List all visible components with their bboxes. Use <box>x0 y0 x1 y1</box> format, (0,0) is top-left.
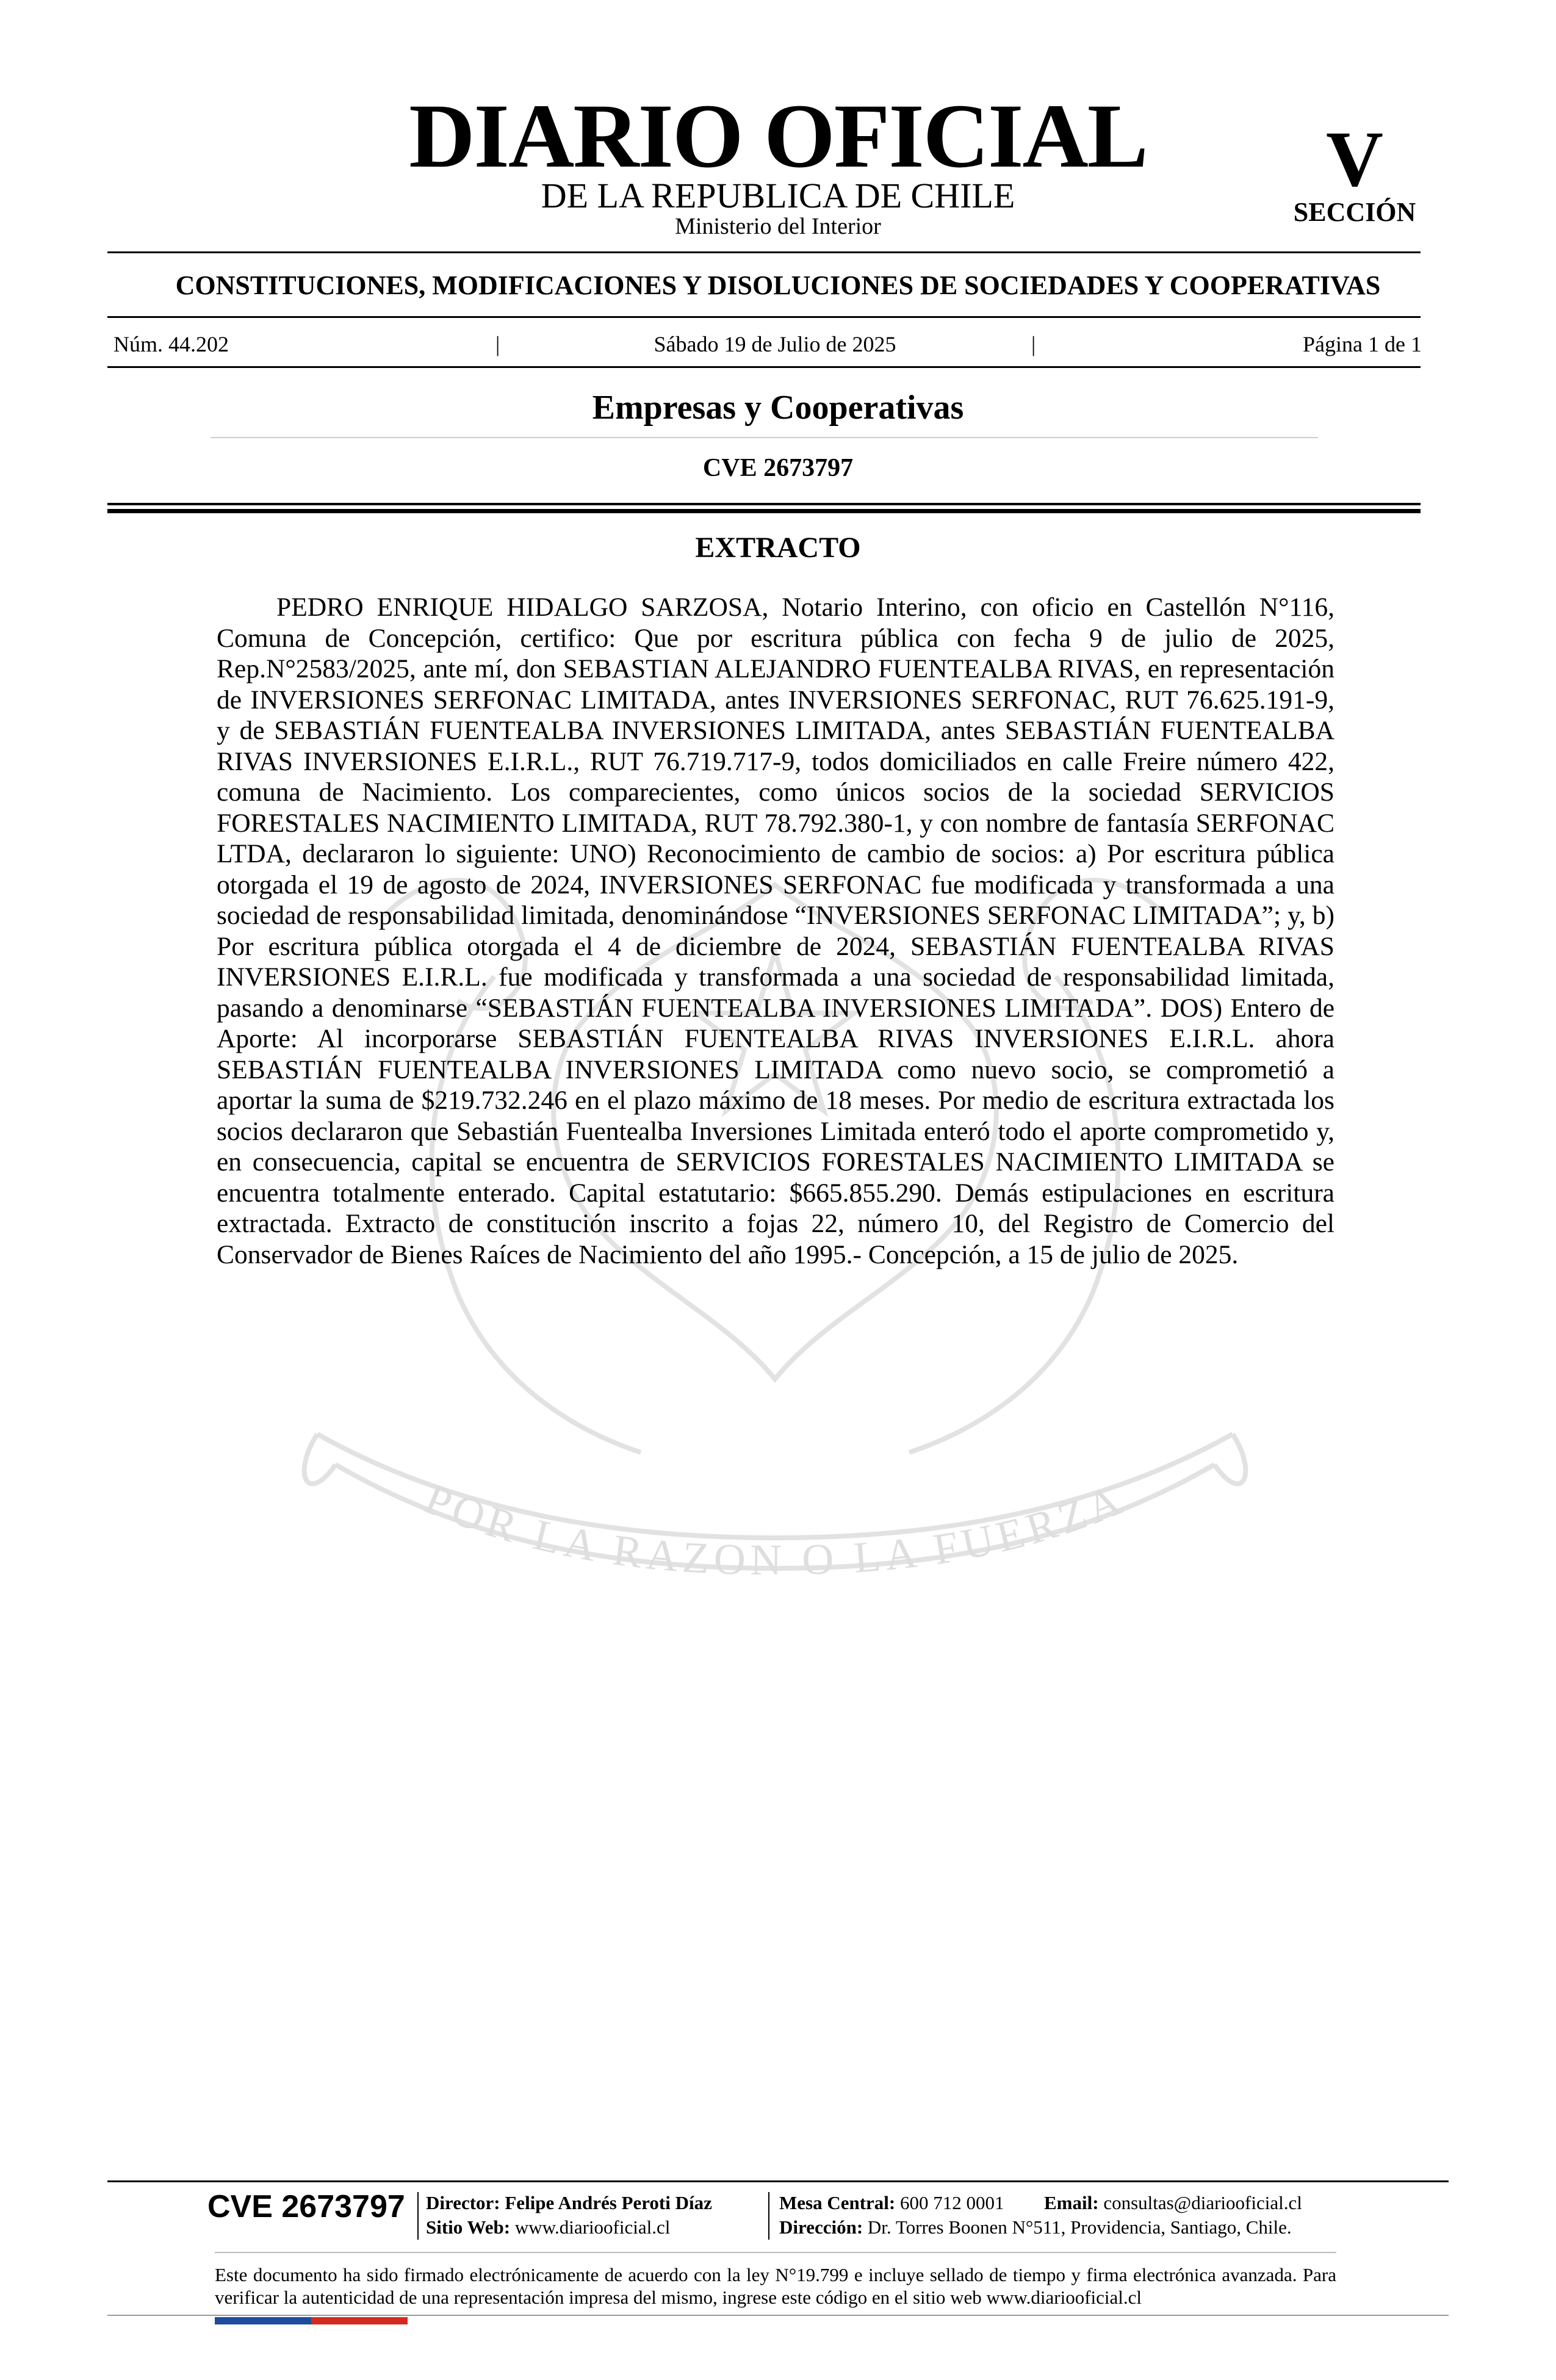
footer-bottom-rule <box>107 2315 1449 2316</box>
category-underline <box>211 437 1318 438</box>
footer-rule <box>107 2180 1449 2182</box>
masthead-title: DIARIO OFICIAL <box>409 85 1147 187</box>
section-heading: CONSTITUCIONES, MODIFICACIONES Y DISOLUCIONES DE SOCIEDADES Y COOPERATIVAS <box>175 270 1381 300</box>
masthead-rule <box>107 251 1421 253</box>
extract-title: EXTRACTO <box>695 532 861 564</box>
section-label: SECCIÓN <box>1293 197 1416 227</box>
phone-label: Mesa Central: <box>779 2192 896 2213</box>
flag-stripe-red <box>311 2317 408 2324</box>
footer-divider <box>417 2192 419 2240</box>
footer-email <box>1044 2193 1302 2212</box>
section-letter: V <box>1326 115 1383 203</box>
website-link[interactable]: www.diariooficial.cl <box>514 2216 671 2238</box>
footer-address <box>779 2218 1292 2237</box>
double-rule-top <box>107 503 1421 505</box>
issue-date: Sábado 19 de Julio de 2025 <box>654 332 896 356</box>
footer-cve-code: CVE 2673797 <box>207 2189 405 2224</box>
issue-number: Núm. 44.202 <box>113 332 229 356</box>
director-value: Felipe Andrés Peroti Díaz <box>505 2192 712 2213</box>
director-label: Director: <box>426 2192 500 2213</box>
phone-value: 600 712 0001 <box>900 2192 1004 2213</box>
website-label: Sitio Web: <box>426 2216 511 2238</box>
extract-body: PEDRO ENRIQUE HIDALGO SARZOSA, Notario Interino, con oficio en Castellón N°116, Comuna de Concepción, certifico: Que por escritura pública con fecha 9 de julio de 2025, Rep.N°2583/2025, ante mí, don SEBASTIAN ALEJANDRO FUENTEALBA RIVAS, en representación de INVERSIONES SERFONAC LIMITADA, antes INVERSIONES SERFONAC, RUT 76.625.191-9, y de SEBASTIÁN FUENTEALBA INVERSIONES LIMITADA, antes SEBASTIÁN FUENTEALBA RIVAS INVERSIONES E.I.R.L., RUT 76.719.717-9, todos domiciliados en calle Freire número 422, comuna de Nacimiento. Los comparecientes, como únicos socios de la sociedad SERVICIOS FORESTALES NACIMIENTO LIMITADA, RUT 78.792.380-1, y con nombre de fantasía SERFONAC LTDA, declararon lo siguiente: UNO) Reconocimiento de cambio de socios: a) Por escritura pública otorgada el 19 de agosto de 2024, INVERSIONES SERFONAC fue modificada y transformada a una sociedad de responsabilidad limitada, denominándose “INVERSIONES SERFONAC LIMITADA”; y, b) Por escritura pública otorgada el 4 de diciembre de 2024, SEBASTIÁN FUENTEALBA RIVAS INVERSIONES E.I.R.L. fue modificada y transformada a una sociedad de responsabilidad limitada, pasando a denominarse “SEBASTIÁN FUENTEALBA INVERSIONES LIMITADA”. DOS) Entero de Aporte: Al incorporarse SEBASTIÁN FUENTEALBA RIVAS INVERSIONES E.I.R.L. ahora SEBASTIÁN FUENTEALBA INVERSIONES LIMITADA como nuevo socio, se comprometió a aportar la suma de $219.732.246 en el plazo máximo de 18 meses. Por medio de escritura extractada los socios declararon que Sebastián Fuentealba Inversiones Limitada enteró todo el aporte comprometido y, en consecuencia, capital se encuentra de SERVICIOS FORESTALES NACIMIENTO LIMITADA se encuentra totalmente enterado. Capital estatutario: $665.855.290. Demás estipulaciones en escritura extractada. Extracto de constitución inscrito a fojas 22, número 10, del Registro de Comercio del Conservador de Bienes Raíces de Nacimiento del año 1995.- Concepción, a 15 de julio de 2025. <box>217 593 1334 1269</box>
cve-code: CVE 2673797 <box>702 454 854 482</box>
info-separator: | <box>1031 332 1036 356</box>
flag-stripe-blue <box>215 2317 311 2324</box>
footer-inner-rule <box>215 2252 1336 2253</box>
category-title: Empresas y Cooperativas <box>592 389 964 427</box>
footer-divider <box>768 2192 769 2240</box>
footer-website <box>426 2218 670 2237</box>
email-label: Email: <box>1044 2192 1099 2213</box>
info-rule <box>107 366 1421 368</box>
address-value: Dr. Torres Boonen N°511, Providencia, Santiago, Chile. <box>867 2216 1292 2238</box>
footer-phone <box>779 2193 1004 2212</box>
info-separator: | <box>495 332 500 356</box>
masthead-subtitle: DE LA REPUBLICA DE CHILE <box>541 176 1015 215</box>
section-rule <box>107 316 1421 318</box>
masthead-ministry: Ministerio del Interior <box>675 214 881 239</box>
page-number: Página 1 de 1 <box>1303 332 1422 356</box>
footer-director <box>426 2193 712 2212</box>
address-label: Dirección: <box>779 2216 863 2238</box>
svg-text:POR LA RAZON O LA FUERZA <box>418 1474 1132 1584</box>
footer-disclaimer: Este documento ha sido firmado electrónicamente de acuerdo con la ley N°19.799 e incluye sellado de tiempo y firma electrónica avanzada. Para verificar la autenticidad de una representación impresa del mismo, ingrese este código en el sitio web www.diariooficial.cl <box>215 2264 1336 2308</box>
email-link[interactable]: consultas@diariooficial.cl <box>1103 2192 1302 2213</box>
double-rule-bottom <box>107 509 1421 513</box>
watermark-motto: POR LA RAZON O LA FUERZA <box>417 1474 1133 1585</box>
